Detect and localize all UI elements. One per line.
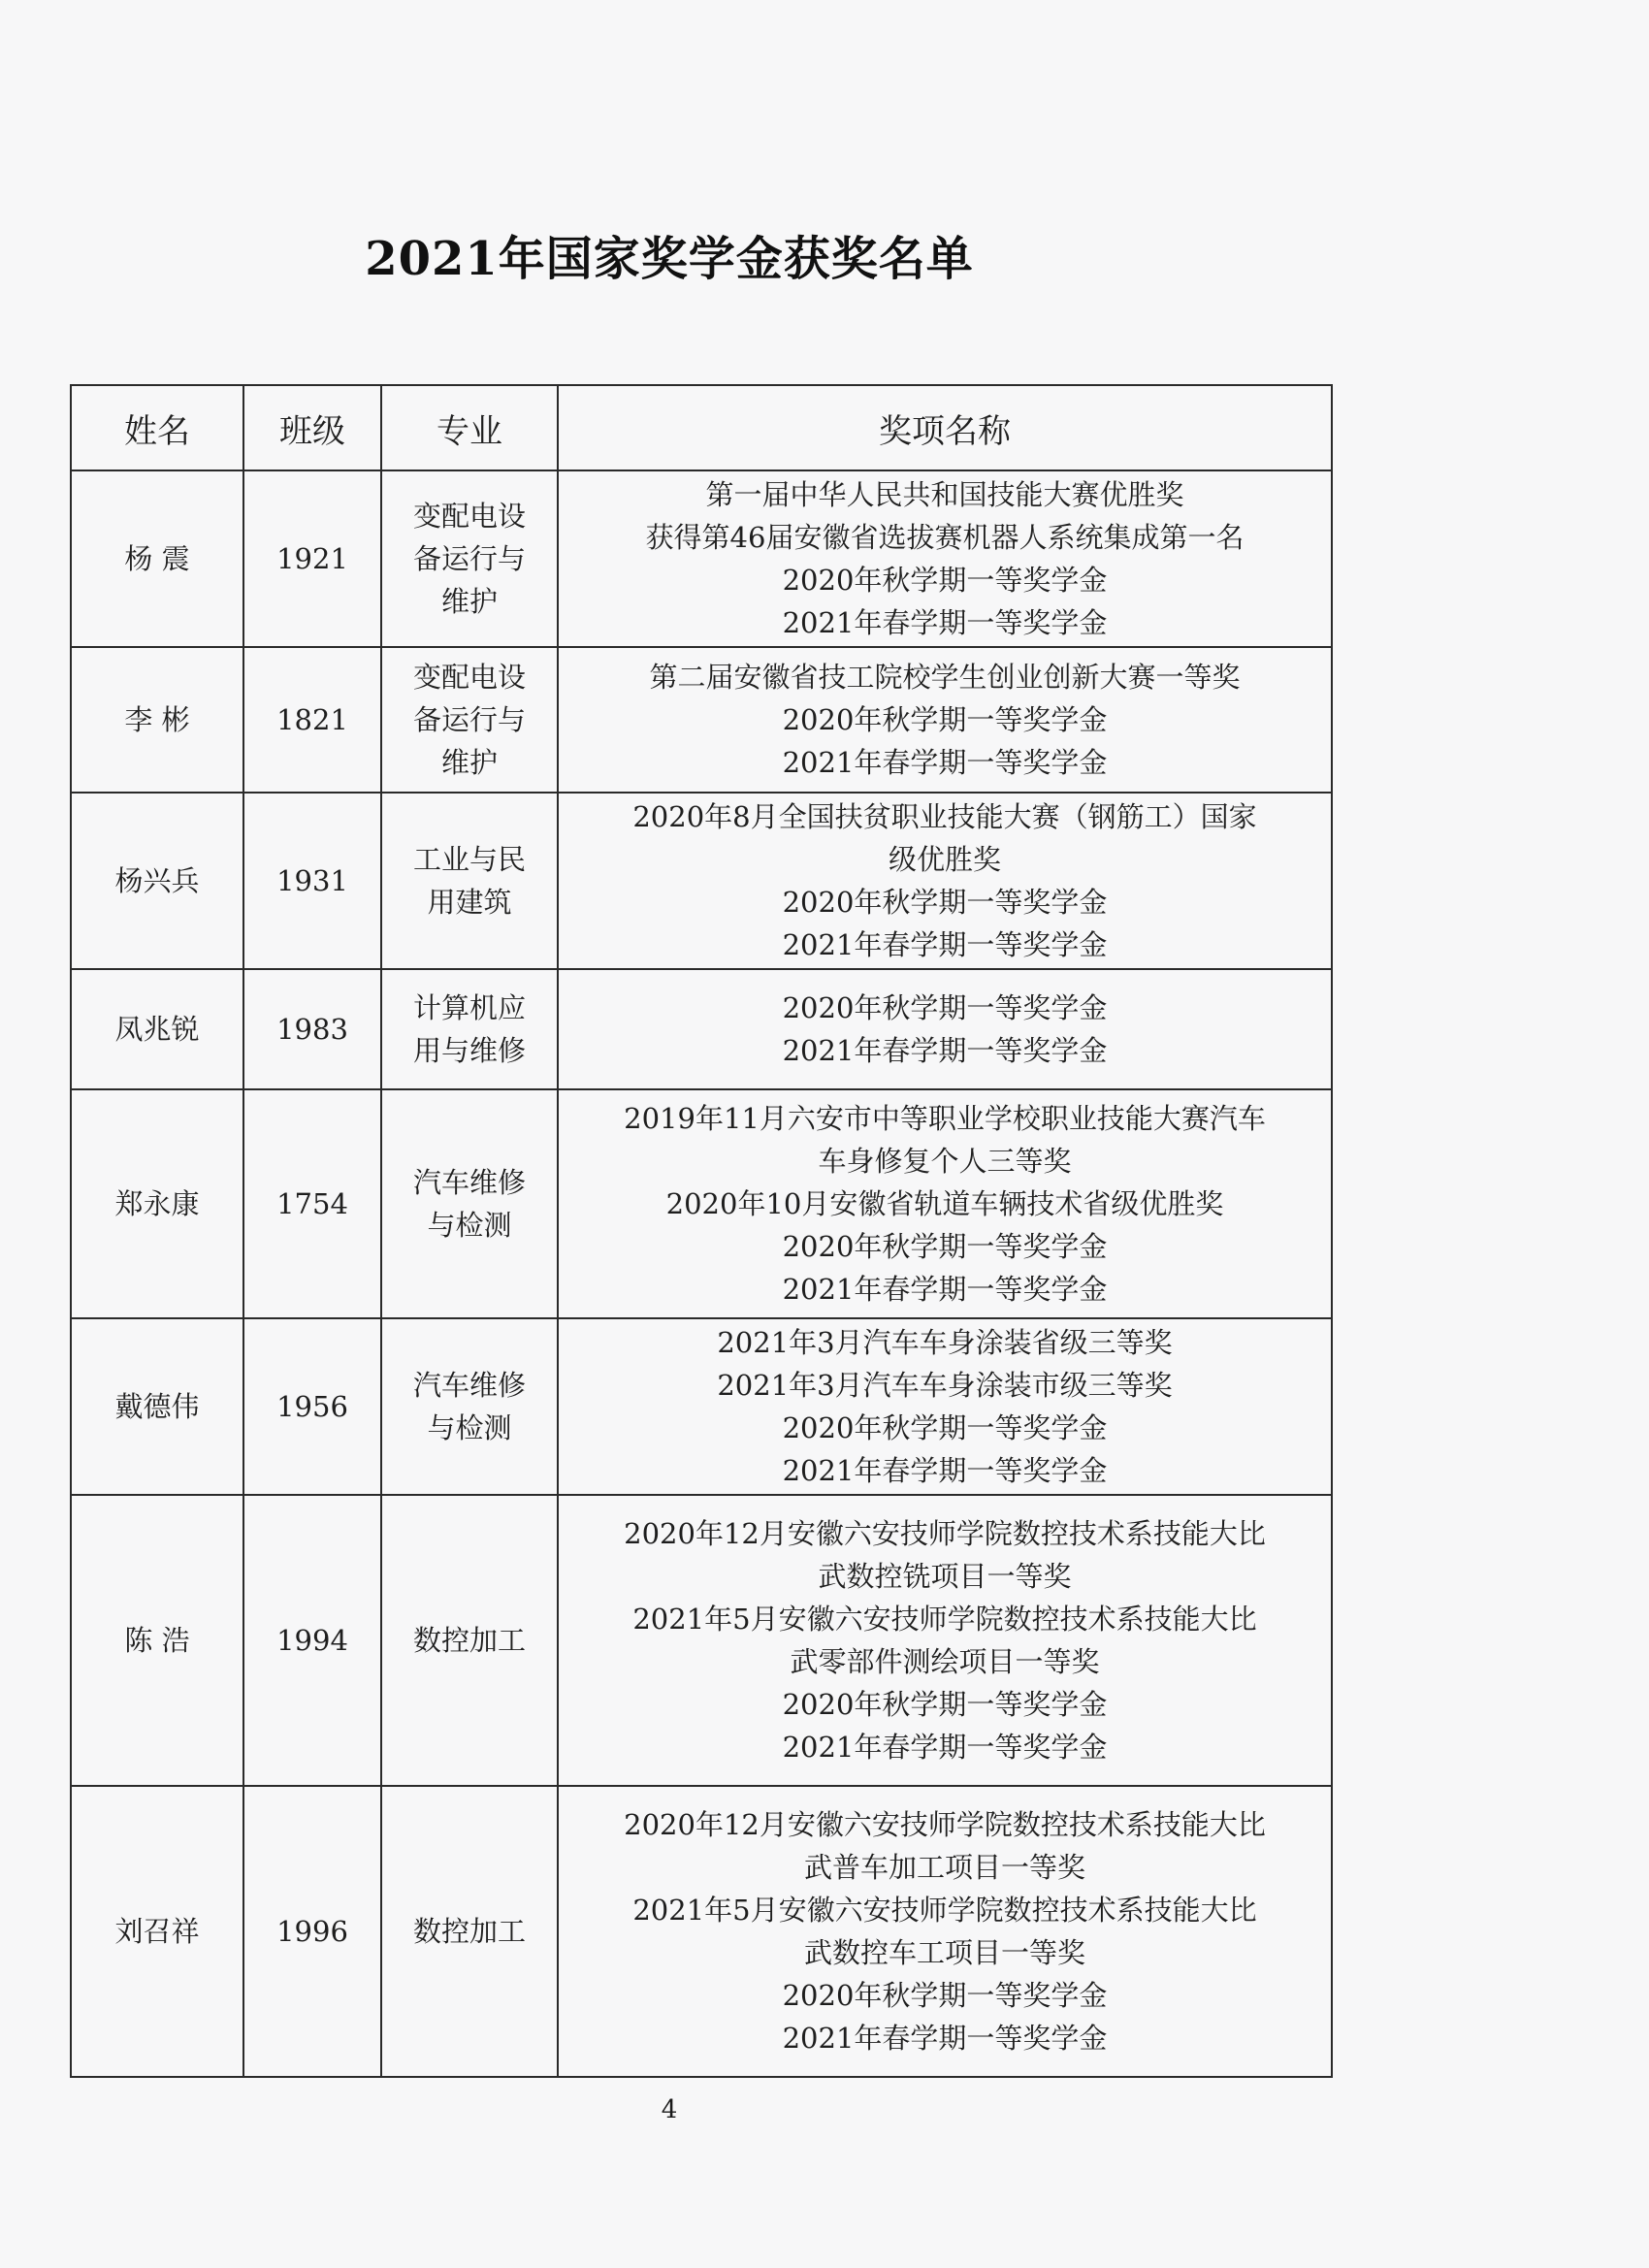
award-item: 武数控铣项目一等奖: [818, 1560, 1072, 1593]
major-line: 数控加工: [412, 1624, 526, 1657]
table-row: [71, 1495, 1332, 1786]
student-class: 1921: [243, 470, 381, 647]
student-major: [381, 1318, 558, 1495]
student-major: [381, 1786, 558, 2077]
table-row: [71, 470, 1332, 647]
header-awards: 奖项名称: [558, 385, 1332, 470]
award-item: 第二届安徽省技工院校学生创业创新大赛一等奖: [649, 661, 1241, 694]
student-name: 陈 浩: [71, 1495, 243, 1786]
award-item: 2021年春学期一等奖学金: [782, 1034, 1108, 1067]
student-major: [381, 1089, 558, 1318]
major-line: 与检测: [427, 1209, 512, 1242]
award-item: 第一届中华人民共和国技能大赛优胜奖: [705, 478, 1184, 511]
award-item: 2021年3月汽车车身涂装市级三等奖: [717, 1369, 1173, 1402]
award-item: 2021年春学期一等奖学金: [782, 746, 1108, 779]
award-item: 武零部件测绘项目一等奖: [790, 1645, 1100, 1678]
major-line: 维护: [440, 585, 498, 618]
award-list: [558, 793, 1332, 969]
award-item: 武普车加工项目一等奖: [803, 1851, 1085, 1884]
award-list: [558, 470, 1332, 647]
student-name: 戴德伟: [71, 1318, 243, 1495]
student-class: 1931: [243, 793, 381, 969]
student-major: [381, 647, 558, 793]
major-line: 工业与民: [412, 843, 526, 876]
major-line: 备运行与: [412, 703, 526, 736]
student-class: 1821: [243, 647, 381, 793]
major-line: 计算机应: [412, 991, 526, 1024]
student-name: 凤兆锐: [71, 969, 243, 1089]
award-item: 2021年春学期一等奖学金: [782, 2022, 1108, 2055]
table-row: [71, 1089, 1332, 1318]
award-item: 2019年11月六安市中等职业学校职业技能大赛汽车: [624, 1102, 1266, 1135]
student-class: 1956: [243, 1318, 381, 1495]
award-item: 2020年8月全国扶贫职业技能大赛（钢筋工）国家: [632, 800, 1257, 833]
award-list: [558, 1089, 1332, 1318]
student-name: 杨 震: [71, 470, 243, 647]
award-item: 2021年春学期一等奖学金: [782, 1273, 1108, 1306]
major-line: 变配电设: [412, 661, 526, 694]
award-item: 2020年12月安徽六安技师学院数控技术系技能大比: [624, 1808, 1266, 1841]
award-item: 2020年秋学期一等奖学金: [782, 564, 1108, 597]
table-row: [71, 793, 1332, 969]
major-line: 维护: [440, 746, 498, 779]
student-name: 刘召祥: [71, 1786, 243, 2077]
scholarship-table: [70, 384, 1333, 2078]
major-line: 备运行与: [412, 542, 526, 575]
award-item: 2021年3月汽车车身涂装省级三等奖: [717, 1326, 1173, 1359]
table-header-row: [71, 385, 1332, 470]
student-name: 李 彬: [71, 647, 243, 793]
award-list: [558, 647, 1332, 793]
student-major: [381, 793, 558, 969]
table-row: [71, 969, 1332, 1089]
student-name: 杨兴兵: [71, 793, 243, 969]
student-class: 1754: [243, 1089, 381, 1318]
table-row: [71, 647, 1332, 793]
student-class: 1996: [243, 1786, 381, 2077]
award-item: 2020年秋学期一等奖学金: [782, 703, 1108, 736]
major-line: 用建筑: [427, 886, 512, 919]
table-body: [71, 470, 1332, 2077]
award-item: 车身修复个人三等奖: [818, 1145, 1072, 1178]
major-line: 汽车维修: [412, 1369, 526, 1402]
award-item: 获得第46届安徽省选拔赛机器人系统集成第一名: [645, 521, 1245, 554]
award-item: 2020年秋学期一等奖学金: [782, 1979, 1108, 2012]
student-class: 1983: [243, 969, 381, 1089]
award-list: [558, 1318, 1332, 1495]
major-line: 汽车维修: [412, 1166, 526, 1199]
award-item: 2020年12月安徽六安技师学院数控技术系技能大比: [624, 1517, 1266, 1550]
major-line: 与检测: [427, 1411, 512, 1444]
award-item: 2020年10月安徽省轨道车辆技术省级优胜奖: [665, 1187, 1224, 1220]
table-row: [71, 1318, 1332, 1495]
award-item: 2021年春学期一等奖学金: [782, 1454, 1108, 1487]
page-number: 4: [661, 2095, 678, 2124]
header-major: 专业: [381, 385, 558, 470]
header-class: 班级: [243, 385, 381, 470]
award-item: 2021年5月安徽六安技师学院数控技术系技能大比: [632, 1603, 1257, 1636]
award-item: 2020年秋学期一等奖学金: [782, 1230, 1108, 1263]
award-item: 2021年5月安徽六安技师学院数控技术系技能大比: [632, 1894, 1257, 1927]
student-major: [381, 470, 558, 647]
student-class: 1994: [243, 1495, 381, 1786]
award-item: 武数控车工项目一等奖: [803, 1936, 1085, 1969]
page-title: 2021年国家奖学金获奖名单: [365, 232, 974, 286]
award-item: 2020年秋学期一等奖学金: [782, 886, 1108, 919]
award-list: [558, 969, 1332, 1089]
award-item: 2021年春学期一等奖学金: [782, 1731, 1108, 1764]
major-line: 变配电设: [412, 500, 526, 533]
student-name: 郑永康: [71, 1089, 243, 1318]
major-line: 数控加工: [412, 1915, 526, 1948]
award-item: 2020年秋学期一等奖学金: [782, 1688, 1108, 1721]
header-name: 姓名: [71, 385, 243, 470]
student-major: [381, 1495, 558, 1786]
award-list: [558, 1495, 1332, 1786]
award-item: 2021年春学期一等奖学金: [782, 928, 1108, 961]
award-list: [558, 1786, 1332, 2077]
student-major: [381, 969, 558, 1089]
award-item: 2020年秋学期一等奖学金: [782, 1411, 1108, 1444]
table-row: [71, 1786, 1332, 2077]
award-item: 级优胜奖: [888, 843, 1001, 876]
award-item: 2021年春学期一等奖学金: [782, 606, 1108, 639]
major-line: 用与维修: [412, 1034, 526, 1067]
award-item: 2020年秋学期一等奖学金: [782, 991, 1108, 1024]
